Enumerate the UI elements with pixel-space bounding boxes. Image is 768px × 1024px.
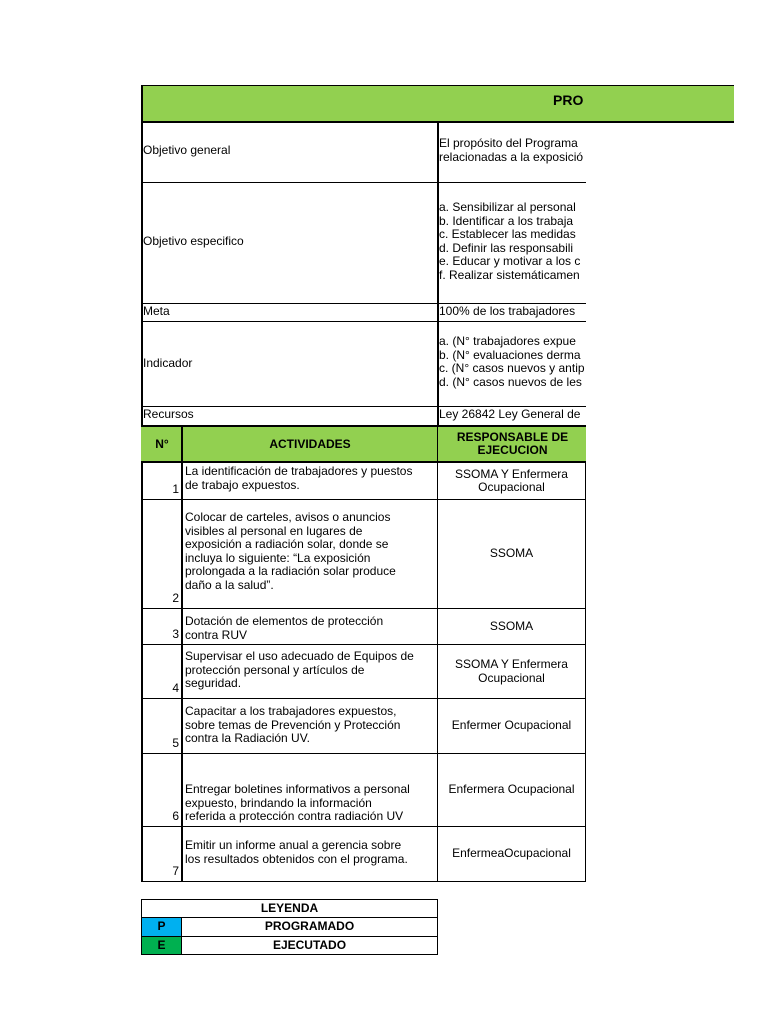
row-responsable: SSOMA Y Enfermera Ocupacional — [455, 657, 568, 685]
header-num: N° — [155, 436, 169, 451]
row-responsable: SSOMA — [489, 546, 534, 561]
row-activity: Capacitar a los trabajadores expuestos, sobre temas de Prevención y Protección contra la Radiación UV. — [185, 705, 401, 745]
row-num: 7 — [172, 865, 179, 878]
legend-p-label: PROGRAMADO — [264, 919, 355, 933]
row-num: 6 — [172, 810, 179, 823]
row-num: 5 — [172, 737, 179, 750]
row-num: 4 — [172, 682, 179, 695]
row-activity: La identificación de trabajadores y puestos de trabajo expuestos. — [185, 465, 413, 492]
objetivo-general-value: El propósito del Programa relacionadas a la exposició — [439, 137, 584, 164]
meta-value: 100% de los trabajadores — [439, 305, 576, 318]
objetivo-general-label: Objetivo general — [143, 144, 231, 157]
row-responsable: EnfermeaOcupacional — [452, 846, 571, 861]
page-title: PRO — [553, 94, 584, 108]
row-num: 1 — [172, 483, 179, 496]
row-responsable: Enfermer Ocupacional — [451, 718, 572, 733]
row-activity: Emitir un informe anual a gerencia sobre los resultados obtenidos con el programa. — [185, 839, 408, 866]
indicador-value: a. (N° trabajadores expue b. (N° evaluaciones derma c. (N° casos nuevos y antip d. (N° casos nuevos de les — [439, 335, 585, 389]
objetivo-especifico-label: Objetivo especifico — [143, 235, 244, 248]
row-activity: Colocar de carteles, avisos o anuncios visibles al personal en lugares de exposición a radiación solar, donde se incluya lo siguiente: “La exposición prolongada a la radiación solar produce daño a la salud”. — [185, 511, 396, 592]
row-num: 3 — [172, 628, 179, 641]
header-actividades: ACTIVIDADES — [269, 436, 351, 451]
row-responsable: Enfermera Ocupacional — [448, 782, 575, 797]
objetivo-especifico-value: a. Sensibilizar al personal b. Identificar a los trabaja c. Establecer las medidas d. Definir las responsabili e. Educar y motivar a los c f. Realizar sistemáticamen — [439, 201, 581, 282]
legend-p-code: P — [157, 919, 166, 933]
row-activity: Supervisar el uso adecuado de Equipos de protección personal y artículos de seguridad. — [185, 650, 414, 690]
indicador-label: Indicador — [143, 357, 193, 370]
legend-e-code: E — [157, 938, 166, 952]
row-responsable: SSOMA — [489, 618, 534, 633]
recursos-value: Ley 26842 Ley General de — [439, 408, 581, 421]
legend-title: LEYENDA — [260, 901, 319, 915]
recursos-label: Recursos — [143, 408, 194, 421]
grid-line — [141, 85, 734, 86]
row-activity: Dotación de elementos de protección contra RUV — [185, 615, 384, 642]
meta-label: Meta — [143, 305, 170, 318]
header-responsable: RESPONSABLE DE EJECUCION — [456, 430, 569, 457]
row-num: 2 — [172, 592, 179, 605]
title-band — [141, 85, 734, 122]
legend-e-label: EJECUTADO — [272, 938, 347, 952]
row-responsable: SSOMA Y Enfermera Ocupacional — [455, 466, 568, 494]
row-activity: Entregar boletines informativos a personal expuesto, brindando la información referida a protección contra radiación UV — [185, 783, 410, 823]
